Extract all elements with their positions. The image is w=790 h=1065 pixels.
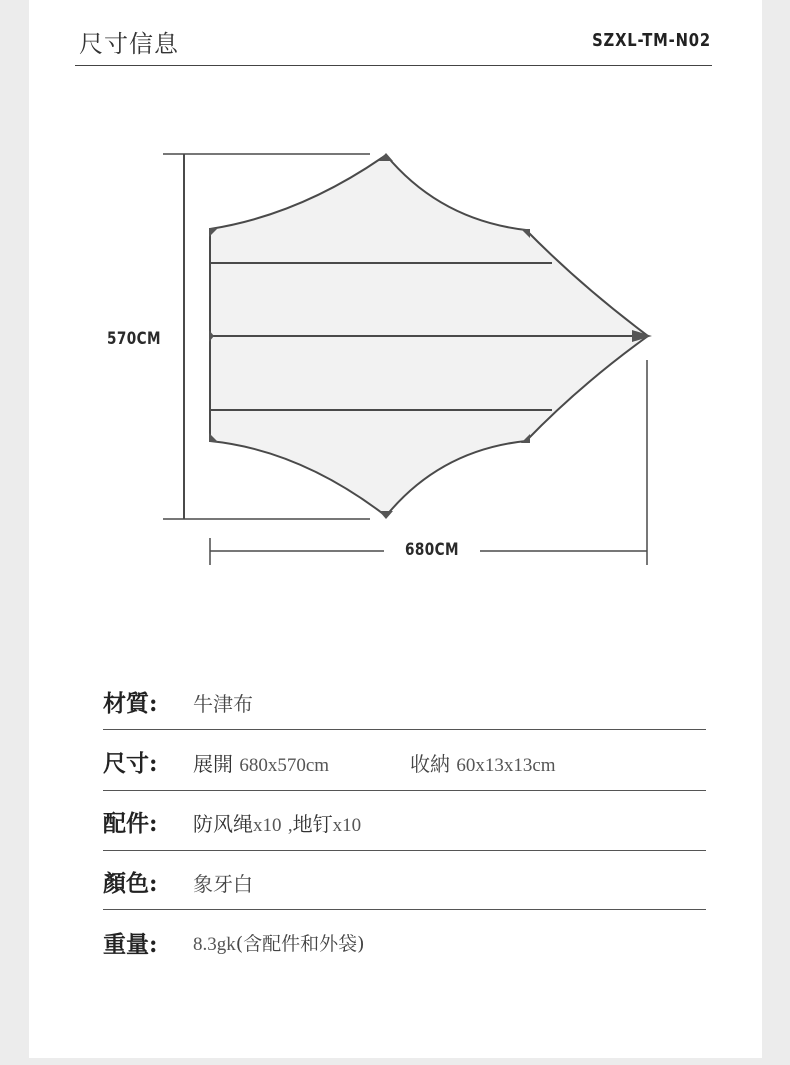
height-label: 570CM	[107, 329, 161, 349]
page-title: 尺寸信息	[79, 30, 179, 58]
spec-key-size: 尺寸:	[103, 750, 158, 777]
accessory-2-label: 地钉	[292, 812, 333, 836]
width-label: 680CM	[405, 540, 459, 560]
spec-value-packed	[410, 748, 556, 777]
spec-divider	[103, 909, 706, 910]
unfolded-label: 展開	[193, 752, 233, 776]
spec-value-weight	[193, 929, 365, 956]
spec-value-color: 象牙白	[193, 872, 253, 896]
corner-patch-bottom	[379, 511, 393, 519]
packed-value: 60x13x13cm	[456, 755, 556, 776]
spec-value-accessories	[193, 808, 361, 837]
accessory-1-label: 防风绳	[193, 812, 253, 836]
spec-divider	[103, 790, 706, 791]
spec-key-weight: 重量:	[103, 931, 158, 958]
product-code: SZXL-TM-N02	[592, 30, 711, 51]
accessory-1-count: x10	[253, 815, 282, 836]
spec-key-material: 材質:	[103, 690, 158, 717]
spec-key-accessories: 配件:	[103, 810, 158, 837]
spec-divider	[103, 850, 706, 851]
spec-key-color: 顏色:	[103, 870, 158, 897]
packed-label: 收納	[410, 752, 450, 776]
weight-value: 8.3gk	[193, 934, 236, 955]
corner-patch-top	[379, 153, 393, 161]
accessory-separator: ,	[287, 815, 293, 836]
weight-note: (含配件和外袋)	[235, 933, 365, 955]
spec-value-unfolded	[193, 748, 329, 777]
unfolded-value: 680x570cm	[239, 755, 330, 776]
spec-divider	[103, 729, 706, 730]
spec-value-material: 牛津布	[193, 692, 253, 716]
accessory-2-count: x10	[332, 815, 362, 836]
